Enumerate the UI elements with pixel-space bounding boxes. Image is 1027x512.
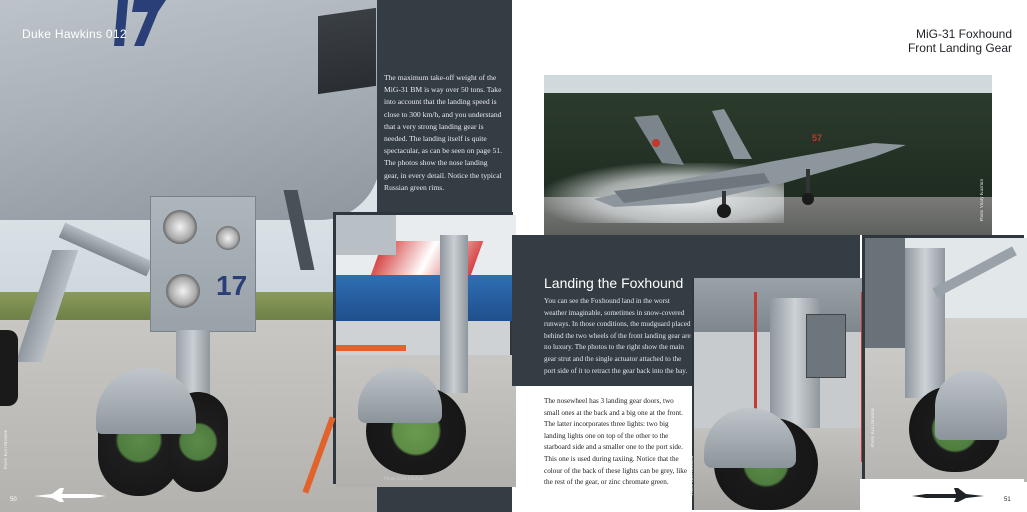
fuselage-hatch [318,8,376,94]
top-photo-credit: Photo Vitaly Kuzmin [980,179,985,222]
left-page-number: 50 [10,497,17,503]
left-column-text: The maximum take-off weight of the MiG-31 BM is way over 50 tons. Take into account that the landing speed is close to 300 km/h, and you understand that a very strong landing gear is needed. The landing itself is quite spectacular, as can be seen on page 51. The photos show the nose landing gear, in every detail. Notice the typical Russian green rims. [384,73,502,192]
main-gear-strut-photo [692,278,862,510]
door-number: 17 [216,270,248,301]
section-title: Landing the Foxhound [544,275,684,291]
nosewheel-description-text: The nosewheel has 3 landing gear doors, two small ones at the back and a big one at the front. The latter incorporates three lights: two big landing lights one on top of the other to the starboard side and a smaller one to the port side. This one is used during taxiing. Notice that the colour of the back of these lights can be grey, like the rest of the gear, or zinc chromate green. [544,397,688,487]
right-mudguard [935,370,1007,440]
mid-actuator-box [806,314,846,378]
jet-silhouette-icon [34,488,106,502]
right-photo-credit: Photo Kiril Mashek [871,408,876,448]
aircraft-number: 57 [812,133,823,143]
left-page-header: Duke Hawkins 012 [22,27,127,41]
section-body-text: You can see the Foxhound land in the worst weather imaginable, sometimes in snow-covered runways. In those conditions, the mudguard placed behind the two wheels of the front landing gear are no luxury. The photos to the right show the main gear strut and the single actuator attached to the port side of it to retract the gear back into the bay. [544,297,691,375]
left-side-photo-credit: Photo Kiril Mashek [4,430,9,470]
right-gear-strut [905,248,945,398]
right-page-title [908,27,1012,55]
inset-panel [336,215,396,255]
right-fuselage-panel [865,238,905,348]
title-line-2: Front Landing Gear [907,41,1012,55]
mig31-landing-graphic [574,103,914,223]
jet-silhouette-icon-right [912,488,984,502]
actuator-side-photo [862,235,1024,479]
inset-strut [440,235,468,393]
inset-blue-aircraft [336,275,516,321]
right-page-number: 51 [1004,497,1011,503]
inset-orange-bar [336,345,406,351]
inset-photo-nose-gear [333,212,513,484]
left-edge-tyre [0,330,18,406]
landing-light-top [163,210,197,244]
landing-light-bottom [166,274,200,308]
inset-photo-credit: Photo Kiril Mashek [384,477,424,482]
landing-photo [544,75,992,235]
taxi-light [216,226,240,250]
mid-photo-credit: Photo Kiril Mashek [690,456,695,496]
title-line-1: MiG-31 Foxhound [915,27,1012,41]
